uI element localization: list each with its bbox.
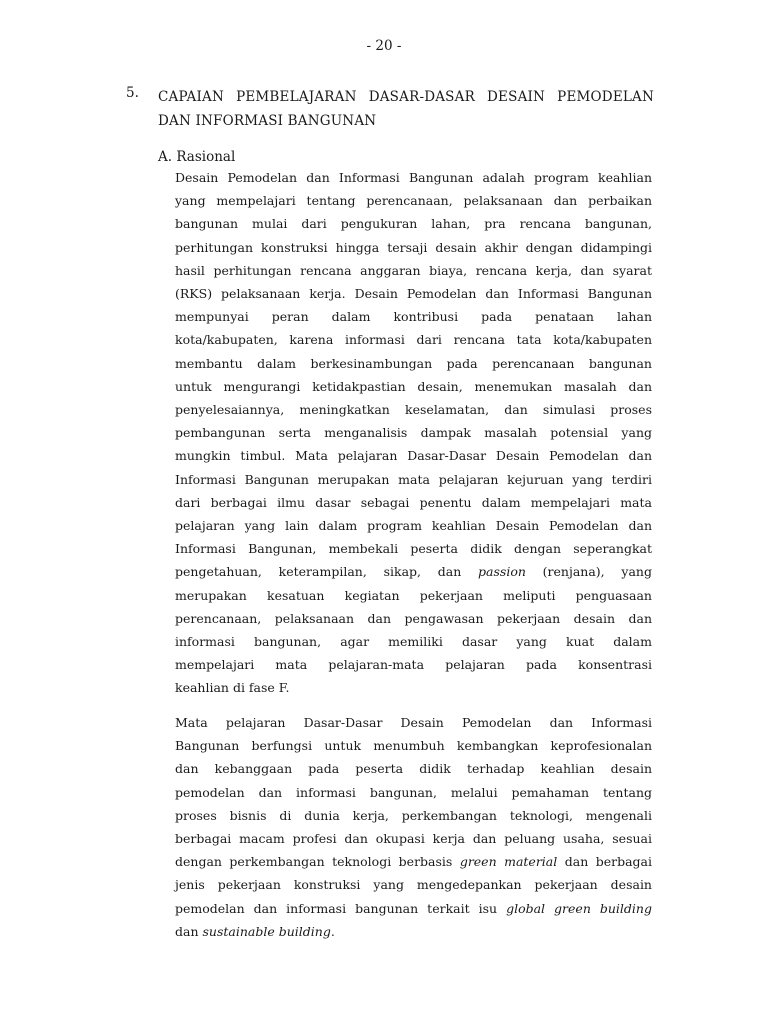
text-line: membantu dalam berkesinambungan pada perencanaan bangunan xyxy=(175,355,652,371)
text-line xyxy=(175,560,652,583)
text-line: dari berbagai ilmu dasar sebagai penentu dalam mempelajari mata xyxy=(175,494,652,510)
text-line: perencanaan, pelaksanaan dan pengawasan pekerjaan desain dan xyxy=(175,610,652,626)
text-line: hasil perhitungan rencana anggaran biaya, rencana kerja, dan syarat xyxy=(175,262,652,278)
text-fragment: dan xyxy=(175,923,199,939)
text-fragment: (renjana), yang xyxy=(542,564,652,580)
text-line: Informasi Bangunan merupakan mata pelajaran kejuruan yang terdiri xyxy=(175,471,652,487)
text-line: informasi bangunan, agar memiliki dasar yang kuat dalam xyxy=(175,634,652,650)
text-line: yang mempelajari tentang perencanaan, pelaksanaan dan perbaikan xyxy=(175,193,652,209)
subsection-heading: A. Rasional xyxy=(158,149,236,165)
text-line: mungkin timbul. Mata pelajaran Dasar-Dasar Desain Pemodelan dan xyxy=(175,448,652,464)
text-line: Mata pelajaran Dasar-Dasar Desain Pemodelan dan Informasi xyxy=(175,715,652,730)
text-line: mempelajari mata pelajaran-mata pelajaran pada konsentrasi xyxy=(175,657,652,673)
section-number: 5. xyxy=(126,85,139,101)
text-line: pelajaran yang lain dalam program keahlian Desain Pemodelan dan xyxy=(175,518,652,534)
text-line: Bangunan berfungsi untuk menumbuh kembangkan keprofesionalan xyxy=(175,738,652,754)
text-line: (RKS) pelaksanaan kerja. Desain Pemodelan dan Informasi Bangunan xyxy=(175,286,652,302)
text-line: penyelesaiannya, meningkatkan keselamatan, dan simulasi proses xyxy=(175,402,652,418)
text-fragment: pengetahuan, keterampilan, sikap, dan xyxy=(175,564,462,580)
text-line: keahlian di fase F. xyxy=(175,680,290,696)
text-line xyxy=(175,920,652,943)
italic-term: green material xyxy=(459,854,558,870)
text-line: dan kebanggaan pada peserta didik terhadap keahlian desain xyxy=(175,761,652,777)
rasional-paragraph-2 xyxy=(175,711,652,943)
text-line: untuk mengurangi ketidakpastian desain, menemukan masalah dan xyxy=(175,378,652,394)
italic-term: passion xyxy=(478,564,526,580)
text-line: berbagai macam profesi dan okupasi kerja dan peluang usaha, sesuai xyxy=(175,831,652,847)
text-line: Desain Pemodelan dan Informasi Bangunan adalah program keahlian xyxy=(175,170,652,185)
section-title: CAPAIAN PEMBELAJARAN DASAR-DASAR DESAIN PEMODELAN DAN INFORMASI BANGUNAN xyxy=(158,89,654,129)
text-line: proses bisnis di dunia kerja, perkembangan teknologi, mengenali xyxy=(175,807,652,823)
rasional-paragraph-1 xyxy=(175,166,652,700)
text-fragment: dan berbagai xyxy=(564,854,653,870)
text-line: pemodelan dan informasi bangunan, melalui pemahaman tentang xyxy=(175,784,652,800)
text-line: Informasi Bangunan, membekali peserta didik dengan seperangkat xyxy=(175,541,652,557)
italic-term: sustainable building xyxy=(202,923,331,939)
page-number: - 20 - xyxy=(366,38,402,54)
text-line xyxy=(175,850,652,873)
text-line: merupakan kesatuan kegiatan pekerjaan meliputi penguasaan xyxy=(175,587,652,603)
text-fragment: pemodelan dan informasi bangunan terkait isu xyxy=(175,900,498,916)
text-line: mempunyai peran dalam kontribusi pada penataan lahan xyxy=(175,309,652,325)
text-line: kota/kabupaten, karena informasi dari rencana tata kota/kabupaten xyxy=(175,332,652,348)
text-line xyxy=(175,897,652,920)
text-line: pembangunan serta menganalisis dampak masalah potensial yang xyxy=(175,425,652,441)
text-line: bangunan mulai dari pengukuran lahan, pra rencana bangunan, xyxy=(175,216,652,232)
text-fragment: . xyxy=(330,923,335,939)
text-fragment: dengan perkembangan teknologi berbasis xyxy=(175,854,453,870)
text-line: perhitungan konstruksi hingga tersaji desain akhir dengan didampingi xyxy=(175,239,652,255)
italic-term: global green building xyxy=(506,900,652,916)
text-line: jenis pekerjaan konstruksi yang mengedepankan pekerjaan desain xyxy=(175,877,652,893)
